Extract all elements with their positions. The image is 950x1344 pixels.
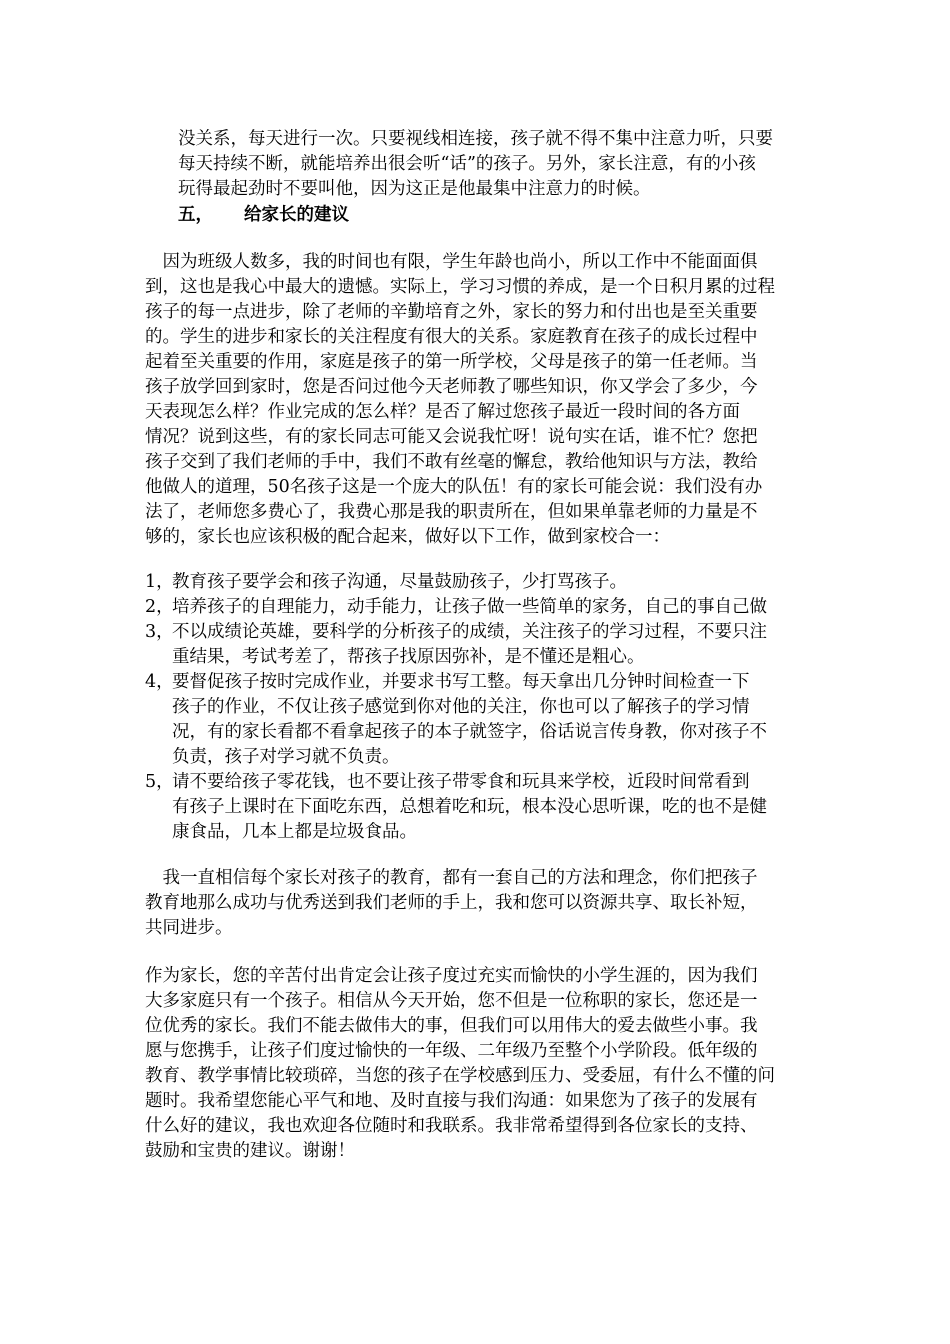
numbered-list xyxy=(145,570,815,845)
intro-line: 玩得最起劲时不要叫他，因为这正是他最集中注意力的时候。 xyxy=(178,179,651,199)
intro-paragraph xyxy=(178,127,818,202)
list-item-number: 2， xyxy=(145,597,174,617)
paragraph-line: 够的，家长也应该积极的配合起来，做好以下工作，做到家校合一： xyxy=(145,527,670,547)
paragraph-closing xyxy=(145,964,815,1164)
list-item xyxy=(145,570,815,595)
list-item-line: 请不要给孩子零花钱，也不要让孩子带零食和玩具来学校，近段时间常看到 xyxy=(172,772,750,792)
paragraph-line: 天表现怎么样？作业完成的怎么样？是否了解过您孩子最近一段时间的各方面 xyxy=(145,402,740,422)
paragraph-advice xyxy=(145,250,815,550)
list-item-line: 要督促孩子按时完成作业，并要求书写工整。每天拿出几分钟时间检查一下 xyxy=(172,672,750,692)
paragraph-line: 起着至关重要的作用，家庭是孩子的第一所学校，父母是孩子的第一任老师。当 xyxy=(145,352,758,372)
section-title: 给家长的建议 xyxy=(244,205,349,225)
paragraph-line: 孩子放学回到家时，您是否问过他今天老师教了哪些知识，你又学会了多少，今 xyxy=(145,377,758,397)
list-item-line: 孩子的作业，不仅让孩子感觉到你对他的关注，你也可以了解孩子的学习情 xyxy=(172,697,750,717)
paragraph-line: 孩子交到了我们老师的手中，我们不敢有丝毫的懈怠，教给他知识与方法，教给 xyxy=(145,452,758,472)
paragraph-line: 情况？说到这些，有的家长同志可能又会说我忙呀！说句实在话，谁不忙？您把 xyxy=(145,427,758,447)
list-item-number: 1， xyxy=(145,572,174,592)
list-item-number: 4， xyxy=(145,672,174,692)
paragraph-line: 位优秀的家长。我们不能去做伟大的事，但我们可以用伟大的爱去做些小事。我 xyxy=(145,1016,758,1036)
list-item-line: 有孩子上课时在下面吃东西，总想着吃和玩，根本没心思听课，吃的也不是健 xyxy=(172,797,767,817)
list-item-number: 5， xyxy=(145,772,174,792)
paragraph-line: 因为班级人数多，我的时间也有限，学生年龄也尚小，所以工作中不能面面俱 xyxy=(145,252,758,272)
list-item-line: 重结果，考试考差了，帮孩子找原因弥补，是不懂还是粗心。 xyxy=(172,647,645,667)
list-item-line: 况，有的家长看都不看拿起孩子的本子就签字，俗话说言传身教，你对孩子不 xyxy=(172,722,767,742)
list-item-line: 康食品，几本上都是垃圾食品。 xyxy=(172,822,417,842)
paragraph-line: 教育、教学事情比较琐碎，当您的孩子在学校感到压力、受委屈，有什么不懂的问 xyxy=(145,1066,775,1086)
list-item-line: 培养孩子的自理能力，动手能力，让孩子做一些简单的家务，自己的事自己做 xyxy=(172,597,767,617)
intro-line: 没关系，每天进行一次。只要视线相连接，孩子就不得不集中注意力听，只要 xyxy=(178,129,773,149)
list-item xyxy=(145,770,815,845)
intro-line: 每天持续不断，就能培养出很会听“话”的孩子。另外，家长注意，有的小孩 xyxy=(178,154,756,174)
section-heading xyxy=(178,203,349,228)
paragraph-line: 他做人的道理，50名孩子这是一个庞大的队伍！有的家长可能会说：我们没有办 xyxy=(145,477,763,497)
list-item-line: 不以成绩论英雄，要科学的分析孩子的成绩，关注孩子的学习过程，不要只注 xyxy=(172,622,767,642)
paragraph-line: 的。学生的进步和家长的关注程度有很大的关系。家庭教育在孩子的成长过程中 xyxy=(145,327,758,347)
paragraph-line: 法了，老师您多费心了，我费心那是我的职责所在，但如果单靠老师的力量是不 xyxy=(145,502,758,522)
paragraph-belief xyxy=(145,866,815,941)
paragraph-line: 作为家长，您的辛苦付出肯定会让孩子度过充实而愉快的小学生涯的，因为我们 xyxy=(145,966,758,986)
paragraph-line: 共同进步。 xyxy=(145,918,233,938)
list-item xyxy=(145,670,815,770)
paragraph-line: 鼓励和宝贵的建议。谢谢！ xyxy=(145,1141,355,1161)
list-item xyxy=(145,595,815,620)
paragraph-line: 教育地那么成功与优秀送到我们老师的手上，我和您可以资源共享、取长补短， xyxy=(145,893,758,913)
paragraph-line: 我一直相信每个家长对孩子的教育，都有一套自己的方法和理念，你们把孩子 xyxy=(145,868,758,888)
paragraph-line: 题时。我希望您能心平气和地、及时直接与我们沟通：如果您为了孩子的发展有 xyxy=(145,1091,758,1111)
paragraph-line: 孩子的每一点进步，除了老师的辛勤培育之外，家长的努力和付出也是至关重要 xyxy=(145,302,758,322)
list-item xyxy=(145,620,815,670)
list-item-number: 3， xyxy=(145,622,174,642)
paragraph-line: 大多家庭只有一个孩子。相信从今天开始，您不但是一位称职的家长，您还是一 xyxy=(145,991,758,1011)
list-item-line: 教育孩子要学会和孩子沟通，尽量鼓励孩子，少打骂孩子。 xyxy=(172,572,627,592)
paragraph-line: 什么好的建议，我也欢迎各位随时和我联系。我非常希望得到各位家长的支持、 xyxy=(145,1116,758,1136)
paragraph-line: 愿与您携手，让孩子们度过愉快的一年级、二年级乃至整个小学阶段。低年级的 xyxy=(145,1041,758,1061)
list-item-line: 负责，孩子对学习就不负责。 xyxy=(172,747,400,767)
section-number: 五， xyxy=(178,205,213,225)
paragraph-line: 到，这也是我心中最大的遗憾。实际上，学习习惯的养成，是一个日积月累的过程 xyxy=(145,277,775,297)
